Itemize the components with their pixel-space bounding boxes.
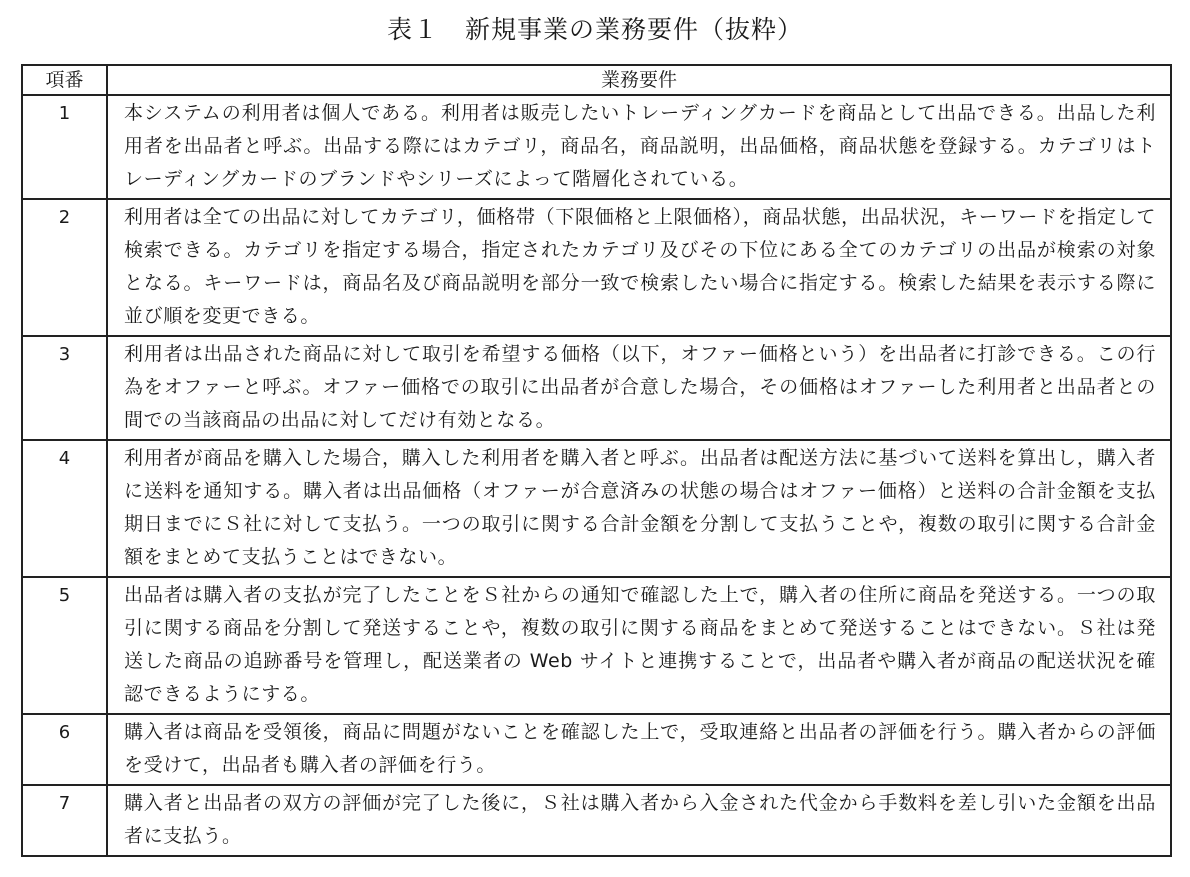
requirement-text: 購入者は商品を受領後，商品に問題がないことを確認した上で，受取連絡と出品者の評価を行う。購入者からの評価を受けて，出品者も購入者の評価を行う。 (107, 714, 1171, 785)
table-row (22, 440, 1171, 577)
requirement-text: 購入者と出品者の双方の評価が完了した後に，Ｓ社は購入者から入金された代金から手数料を差し引いた金額を出品者に支払う。 (107, 785, 1171, 856)
item-number: 1 (22, 95, 107, 199)
requirement-text: 利用者は全ての出品に対してカテゴリ，価格帯（下限価格と上限価格），商品状態，出品状況，キーワードを指定して検索できる。カテゴリを指定する場合，指定されたカテゴリ及びその下位にある全てのカテゴリの出品が検索の対象となる。キーワードは，商品名及び商品説明を部分一致で検索したい場合に指定する。検索した結果を表示する際に並び順を変更できる。 (107, 199, 1171, 336)
requirement-text: 利用者が商品を購入した場合，購入した利用者を購入者と呼ぶ。出品者は配送方法に基づいて送料を算出し，購入者に送料を通知する。購入者は出品価格（オファーが合意済みの状態の場合はオファー価格）と送料の合計金額を支払期日までにＳ社に対して支払う。一つの取引に関する合計金額を分割して支払うことや，複数の取引に関する合計金額をまとめて支払うことはできない。 (107, 440, 1171, 577)
item-number: 4 (22, 440, 107, 577)
table-caption: 表１ 新規事業の業務要件（抜粋） (386, 15, 803, 44)
item-number: 5 (22, 577, 107, 714)
table-row (22, 577, 1171, 714)
table-row (22, 714, 1171, 785)
item-number: 2 (22, 199, 107, 336)
table-row (22, 336, 1171, 440)
item-number: 7 (22, 785, 107, 856)
table-header-row (22, 65, 1171, 95)
table-row (22, 95, 1171, 199)
column-header-business-requirement: 業務要件 (107, 65, 1171, 95)
requirement-text: 利用者は出品された商品に対して取引を希望する価格（以下，オファー価格という）を出品者に打診できる。この行為をオファーと呼ぶ。オファー価格での取引に出品者が合意した場合，その価格はオファーした利用者と出品者との間での当該商品の出品に対してだけ有効となる。 (107, 336, 1171, 440)
column-header-item-number: 項番 (22, 65, 107, 95)
table-row (22, 785, 1171, 856)
business-requirements-table (21, 64, 1172, 857)
requirement-text: 本システムの利用者は個人である。利用者は販売したいトレーディングカードを商品として出品できる。出品した利用者を出品者と呼ぶ。出品する際にはカテゴリ，商品名，商品説明，出品価格，商品状態を登録する。カテゴリはトレーディングカードのブランドやシリーズによって階層化されている。 (107, 95, 1171, 199)
table-row (22, 199, 1171, 336)
item-number: 3 (22, 336, 107, 440)
requirement-text: 出品者は購入者の支払が完了したことをＳ社からの通知で確認した上で，購入者の住所に商品を発送する。一つの取引に関する商品を分割して発送することや，複数の取引に関する商品をまとめて発送することはできない。Ｓ社は発送した商品の追跡番号を管理し，配送業者の Web サイトと連携することで，出品者や購入者が商品の配送状況を確認できるようにする。 (107, 577, 1171, 714)
item-number: 6 (22, 714, 107, 785)
